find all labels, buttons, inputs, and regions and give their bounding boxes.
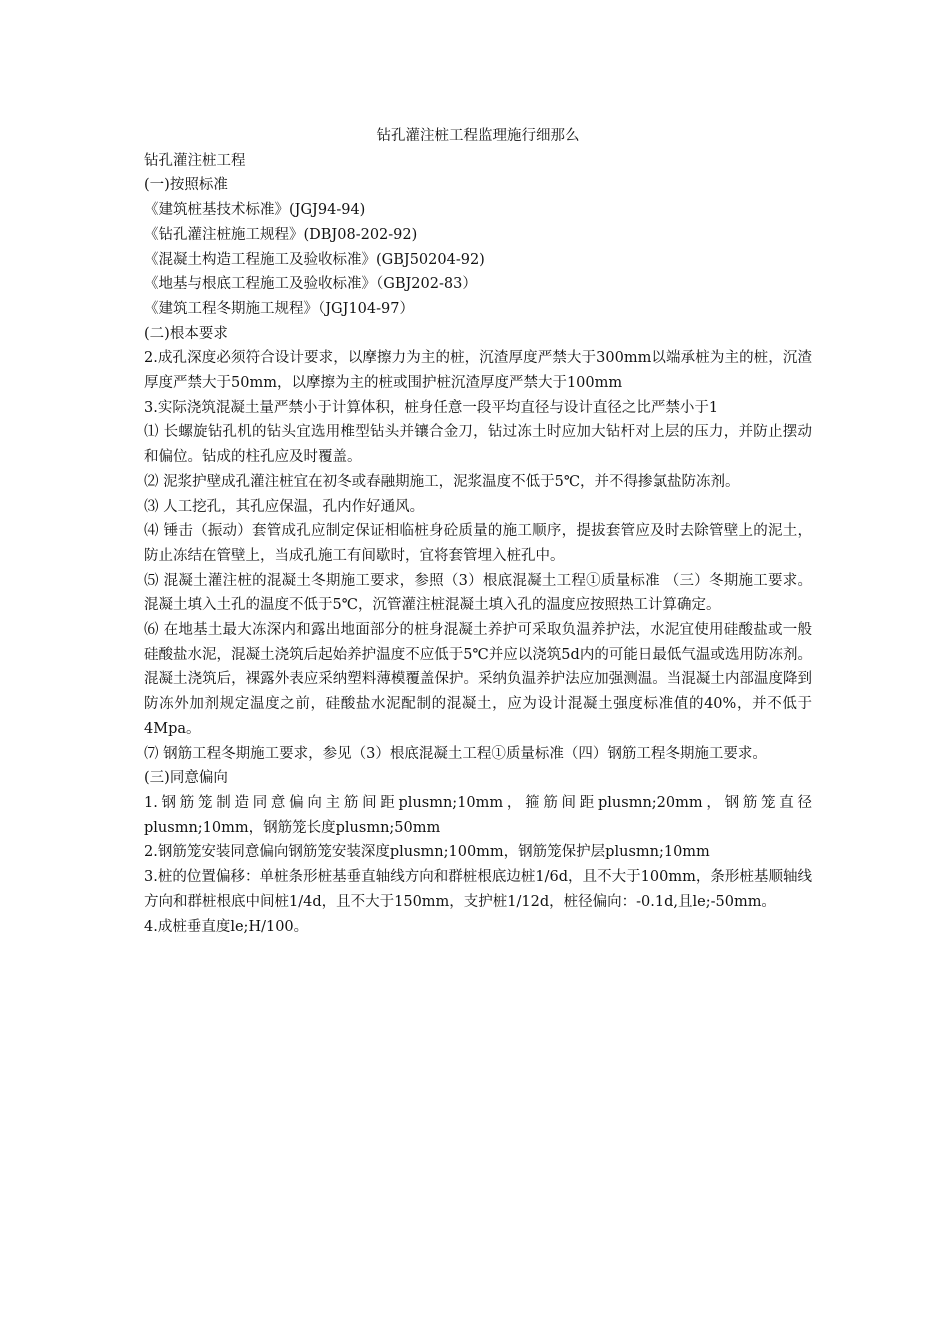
standard-reference: 《地基与根底工程施工及验收标准》（GBJ202-83） — [144, 276, 477, 293]
standard-reference: 《建筑工程冬期施工规程》（JGJ104-97） — [144, 300, 414, 317]
winter-item-paragraph: ⑹ 在地基土最大冻深内和露出地面部分的桩身混凝土养护可采取负温养护法，水泥宜使用硅酸盐或一般硅酸盐水泥，混凝土浇筑后起始养护温度不应低于5℃并应以浇筑5d内的可能日最低气温或选用防冻剂。混凝土浇筑后，裸露外表应采纳塑料薄模覆盖保护。采纳负温养护法应加强测温。当混凝土内部温度降到防冻外加剂规定温度之前，硅酸盐水泥配制的混凝土，应为设计混凝土强度标准值的40%，并不低于4Mpa。 — [144, 622, 812, 737]
tolerance-paragraph: 2.钢筋笼安装同意偏向钢筋笼安装深度plusmn;100mm，钢筋笼保护层plusmn;10mm — [144, 844, 710, 861]
standard-reference: 《钻孔灌注桩施工规程》(DBJ08-202-92) — [144, 226, 418, 243]
subsection-heading-requirements: (二)根本要求 — [144, 325, 228, 342]
subsection-heading-tolerance: (三)同意偏向 — [144, 770, 228, 787]
standard-reference: 《建筑桩基技术标准》(JGJ94-94) — [144, 202, 366, 219]
tolerance-paragraph: 3.桩的位置偏移：单桩条形桩基垂直轴线方向和群桩根底边桩1/6d，且不大于100mm，条形桩基顺轴线方向和群桩根底中间桩1/4d，且不大于150mm，支护桩1/12d，桩径偏向：-0.1d,且le;-50mm。 — [144, 869, 812, 910]
winter-item-paragraph: ⑷ 锤击（振动）套管成孔应制定保证相临桩身砼质量的施工顺序，提拔套管应及时去除管壁上的泥土，防止冻结在管壁上，当成孔施工有间歇时，宜将套管埋入桩孔中。 — [144, 523, 812, 564]
winter-item-paragraph: ⑶ 人工挖孔，其孔应保温，孔内作好通风。 — [144, 498, 425, 515]
winter-item-paragraph: ⑴ 长螺旋钻孔机的钻头宜选用椎型钻头并镶合金刀，钻过冻土时应加大钻杆对上层的压力，并防止摆动和偏位。钻成的柱孔应及时覆盖。 — [144, 424, 812, 466]
winter-item-paragraph: ⑸ 混凝土灌注桩的混凝土冬期施工要求，参照（3）根底混凝土工程①质量标准 （三）冬期施工要求。混凝土填入土孔的温度不低于5℃，沉管灌注桩混凝土填入孔的温度应按照热工计算确定。 — [144, 572, 812, 614]
requirement-paragraph: 2.成孔深度必须符合设计要求，以摩擦力为主的桩，沉渣厚度严禁大于300mm以端承桩为主的桩，沉渣厚度严禁大于50mm，以摩擦为主的桩或围护桩沉渣厚度严禁大于100mm — [144, 350, 812, 392]
winter-item-paragraph: ⑵ 泥浆护壁成孔灌注桩宜在初冬或春融期施工，泥浆温度不低于5℃，并不得掺氯盐防冻剂。 — [144, 473, 740, 490]
section-heading: 钻孔灌注桩工程 — [144, 152, 246, 169]
winter-item-paragraph: ⑺ 钢筋工程冬期施工要求，参见（3）根底混凝土工程①质量标准（四）钢筋工程冬期施工要求。 — [144, 745, 767, 762]
tolerance-paragraph: 4.成桩垂直度le;H/100。 — [144, 918, 309, 935]
tolerance-paragraph: 1.钢筋笼制造同意偏向主筋间距plusmn;10mm，箍筋间距plusmn;20mm，钢筋笼直径plusmn;10mm，钢筋笼长度plusmn;50mm — [144, 794, 812, 836]
standard-reference: 《混凝土构造工程施工及验收标准》(GBJ50204-92) — [144, 251, 485, 268]
document-page — [144, 124, 812, 939]
subsection-heading-basis: (一)按照标准 — [144, 177, 228, 194]
document-title: 钻孔灌注桩工程监理施行细那么 — [376, 128, 580, 144]
requirement-paragraph: 3.实际浇筑混凝土量严禁小于计算体积，桩身任意一段平均直径与设计直径之比严禁小于1 — [144, 399, 719, 416]
